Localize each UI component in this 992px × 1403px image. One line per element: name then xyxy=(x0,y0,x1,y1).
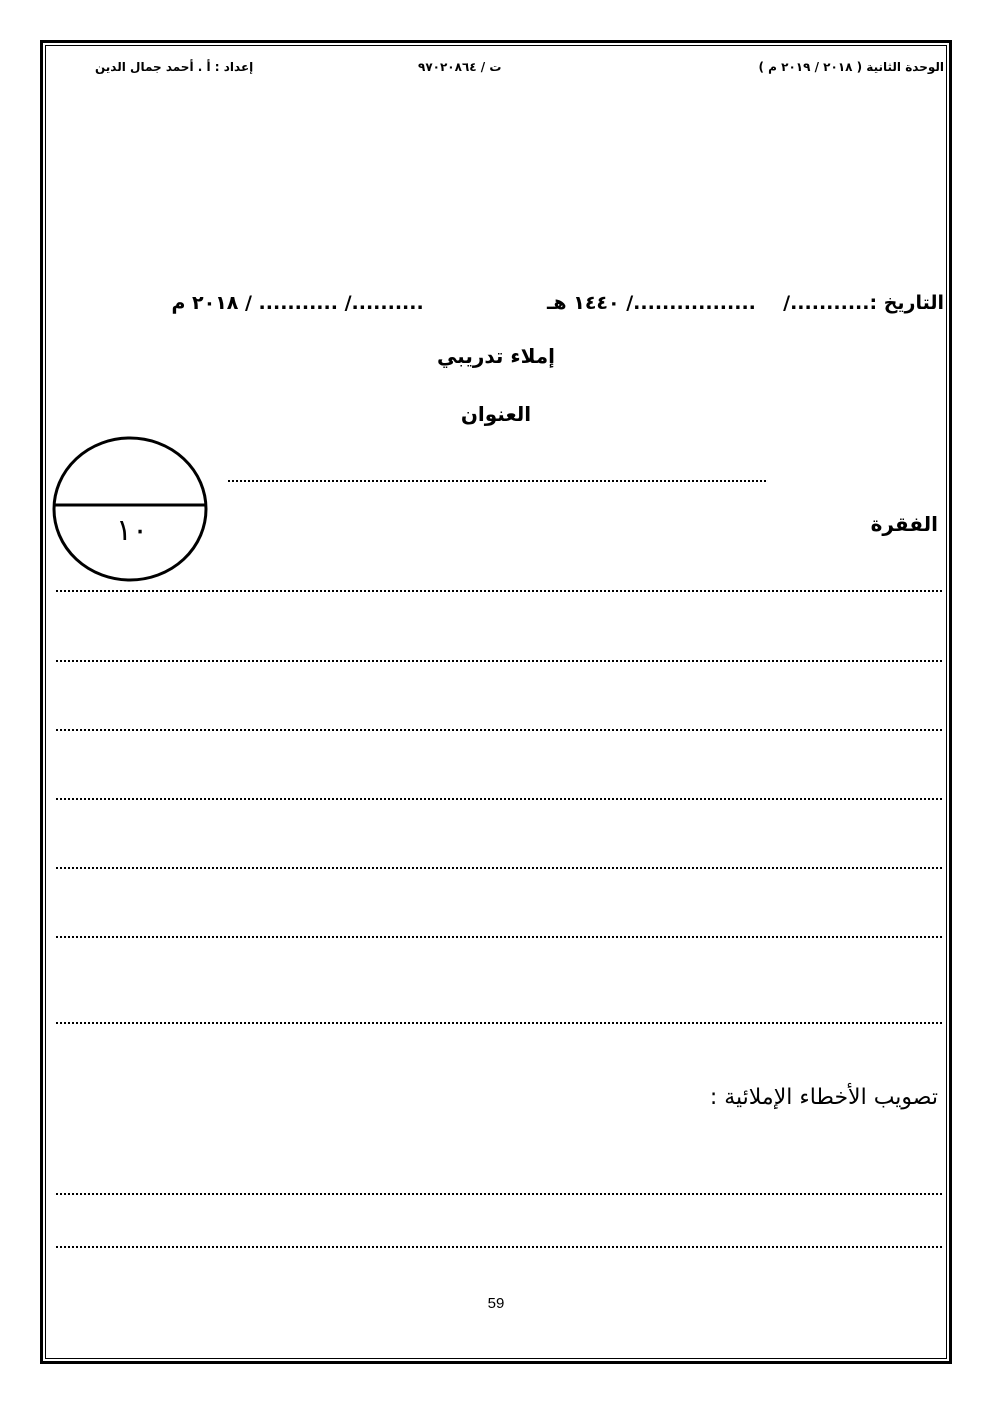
header-author: إعداد : أ . أحمد جمال الدين xyxy=(95,60,254,74)
writing-line[interactable] xyxy=(56,798,942,800)
date-hijri: ................./ ١٤٤٠ هـ xyxy=(546,292,756,314)
paragraph-label: الفقرة xyxy=(870,512,938,536)
header-phone: ت / ٩٧٠٢٠٨٦٤ xyxy=(418,60,502,74)
writing-line[interactable] xyxy=(56,936,942,938)
worksheet-title: إملاء تدريبي xyxy=(436,344,556,368)
score-circle xyxy=(52,436,208,582)
correction-line[interactable] xyxy=(56,1246,942,1248)
page-border-inner xyxy=(45,45,947,1359)
writing-line[interactable] xyxy=(56,729,942,731)
correction-line[interactable] xyxy=(56,1193,942,1195)
date-line xyxy=(170,292,944,314)
worksheet-subtitle: العنوان xyxy=(460,402,532,426)
corrections-label: تصويب الأخطاء الإملائية : xyxy=(709,1085,938,1110)
title-answer-line[interactable] xyxy=(228,462,766,482)
date-gregorian: ........../ ........... / ٢٠١٨ م xyxy=(171,292,424,314)
date-label: التاريخ :.........../ xyxy=(783,292,944,314)
writing-line[interactable] xyxy=(56,1022,942,1024)
header-unit: الوحدة الثانية ( ٢٠١٨ / ٢٠١٩ م ) xyxy=(758,60,944,74)
writing-line[interactable] xyxy=(56,590,942,592)
score-max: ١٠ xyxy=(115,513,149,548)
writing-line[interactable] xyxy=(56,660,942,662)
writing-line[interactable] xyxy=(56,867,942,869)
page-number: 59 xyxy=(487,1295,505,1312)
